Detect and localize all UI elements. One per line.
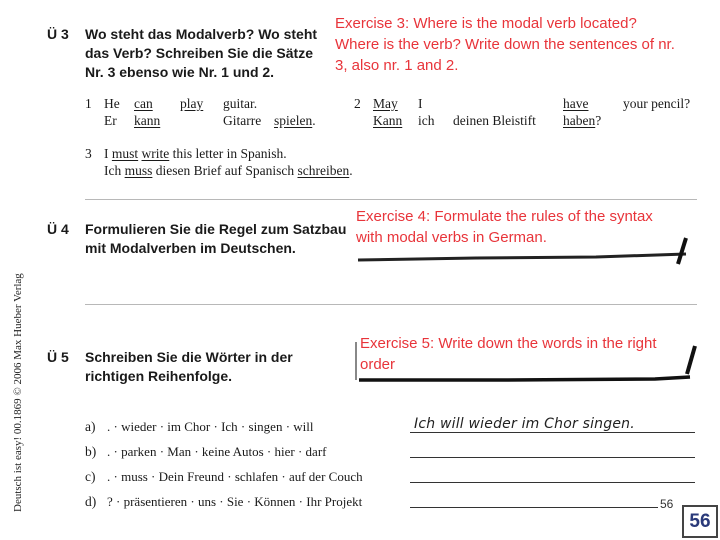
sentence-2-de-word: deinen Bleistift bbox=[453, 113, 536, 128]
item-d-label: d) bbox=[85, 494, 97, 509]
sentence-3-de-line bbox=[104, 163, 353, 179]
exercise-5-heading-line-1: Schreiben Sie die Wörter in der bbox=[85, 349, 293, 365]
item-b-words: . · parken · Man · keine Autos · hier · darf bbox=[107, 444, 327, 459]
sentence-2-de-word: ich bbox=[418, 113, 435, 128]
item-b-label: b) bbox=[85, 444, 97, 459]
sentence-3-de-word: Ich bbox=[104, 163, 122, 178]
exercise-4-heading-line-1: Formulieren Sie die Regel zum Satzbau bbox=[85, 221, 347, 237]
sentence-1-en-word: He bbox=[104, 96, 120, 111]
sentence-3-en-modal: must bbox=[111, 146, 139, 161]
sentence-1-en-verb: play bbox=[180, 96, 204, 111]
sentence-3-de-verb: schreiben bbox=[297, 163, 350, 178]
item-b-answer-line bbox=[410, 457, 695, 458]
item-a-words: . · wieder · im Chor · Ich · singen · will bbox=[107, 419, 314, 434]
sentence-3-en-line bbox=[104, 146, 287, 162]
exercise-4-translation-line-1: Exercise 4: Formulate the rules of the syntax bbox=[356, 208, 653, 225]
sentence-3-en-word: this letter in Spanish. bbox=[172, 146, 287, 161]
sentence-2-de-punct: ? bbox=[595, 113, 602, 128]
sentence-1-number: 1 bbox=[85, 96, 92, 111]
exercise-3-heading-line-3: Nr. 3 ebenso wie Nr. 1 und 2. bbox=[85, 64, 275, 80]
item-d-answer-line bbox=[410, 507, 658, 508]
page-number-small: 56 bbox=[660, 497, 674, 511]
exercise-5-number: Ü 5 bbox=[47, 349, 69, 365]
item-a-label: a) bbox=[85, 419, 96, 434]
sentence-3-en-word: I bbox=[104, 146, 109, 161]
sentence-2-de-modal: Kann bbox=[373, 113, 403, 128]
sentence-2-de-verb-group bbox=[563, 113, 601, 129]
item-a-answer: Ich will wieder im Chor singen. bbox=[414, 416, 635, 432]
exercise-3-translation-line-1: Exercise 3: Where is the modal verb located? bbox=[335, 15, 637, 32]
exercise-3-number: Ü 3 bbox=[47, 26, 69, 42]
item-a-answer-line bbox=[410, 432, 695, 433]
sentence-1-de-word: Er bbox=[104, 113, 117, 128]
sentence-2-de-verb: haben bbox=[563, 113, 596, 128]
sentence-1-en-word: guitar. bbox=[223, 96, 258, 111]
sentence-2-en-modal: May bbox=[373, 96, 398, 111]
exercise-5-heading-line-2: richtigen Reihenfolge. bbox=[85, 368, 233, 384]
item-c-label: c) bbox=[85, 469, 96, 484]
item-c-words: . · muss · Dein Freund · schlafen · auf der Couch bbox=[107, 469, 363, 484]
exercise-4-answer-line bbox=[85, 304, 697, 305]
item-d-words: ? · präsentieren · uns · Sie · Können · Ihr Projekt bbox=[107, 494, 363, 509]
page-number-badge: 56 bbox=[682, 505, 718, 538]
exercise-3-translation-line-3: 3, also nr. 1 and 2. bbox=[335, 57, 459, 74]
exercise-3-translation-line-2: Where is the verb? Write down the sentences of nr. bbox=[335, 36, 675, 53]
sentence-1-de-modal: kann bbox=[134, 113, 161, 128]
torn-edge-shadow bbox=[355, 340, 705, 388]
exercise-3-heading bbox=[85, 25, 317, 82]
exercise-4-heading-line-2: mit Modalverben im Deutschen. bbox=[85, 240, 296, 256]
exercise-5-heading bbox=[85, 348, 293, 386]
sentence-3-de-word: diesen Brief auf Spanisch bbox=[155, 163, 295, 178]
sentence-3-de-modal: muss bbox=[124, 163, 153, 178]
exercise-4-heading bbox=[85, 220, 346, 258]
sentence-2-en-verb: have bbox=[563, 96, 589, 111]
item-c-answer-line bbox=[410, 482, 695, 483]
exercise-4-translation-line-2: with modal verbs in German. bbox=[356, 229, 547, 246]
exercise-5-translation-line-2: order bbox=[360, 356, 396, 373]
sentence-2-en-word: your pencil? bbox=[623, 96, 691, 111]
sentence-2-number: 2 bbox=[354, 96, 361, 111]
exercise-5-translation-line-1: Exercise 5: Write down the words in the right bbox=[360, 335, 657, 352]
exercise-3-heading-line-1: Wo steht das Modalverb? Wo steht bbox=[85, 26, 318, 42]
sidebar-publisher-text: Deutsch ist easy! 00.1869 © 2006 Max Hueber Verlag bbox=[12, 273, 24, 512]
sentence-3-de-punct: . bbox=[349, 163, 353, 178]
exercise-3-heading-line-2: das Verb? Schreiben Sie die Sätze bbox=[85, 45, 313, 61]
exercise-3-translation bbox=[335, 13, 675, 76]
sentence-1-de-verb: spielen bbox=[274, 113, 313, 128]
torn-edge-shadow bbox=[356, 236, 701, 272]
divider bbox=[85, 199, 697, 200]
sentence-1-de-word: Gitarre bbox=[223, 113, 262, 128]
exercise-4-number: Ü 4 bbox=[47, 221, 69, 237]
sentence-1-en-modal: can bbox=[134, 96, 153, 111]
sentence-3-number: 3 bbox=[85, 146, 92, 161]
sentence-2-en-word: I bbox=[418, 96, 423, 111]
sentence-1-de-verb-group bbox=[274, 113, 316, 129]
sentence-3-en-verb: write bbox=[141, 146, 170, 161]
sentence-1-de-punct: . bbox=[312, 113, 316, 128]
